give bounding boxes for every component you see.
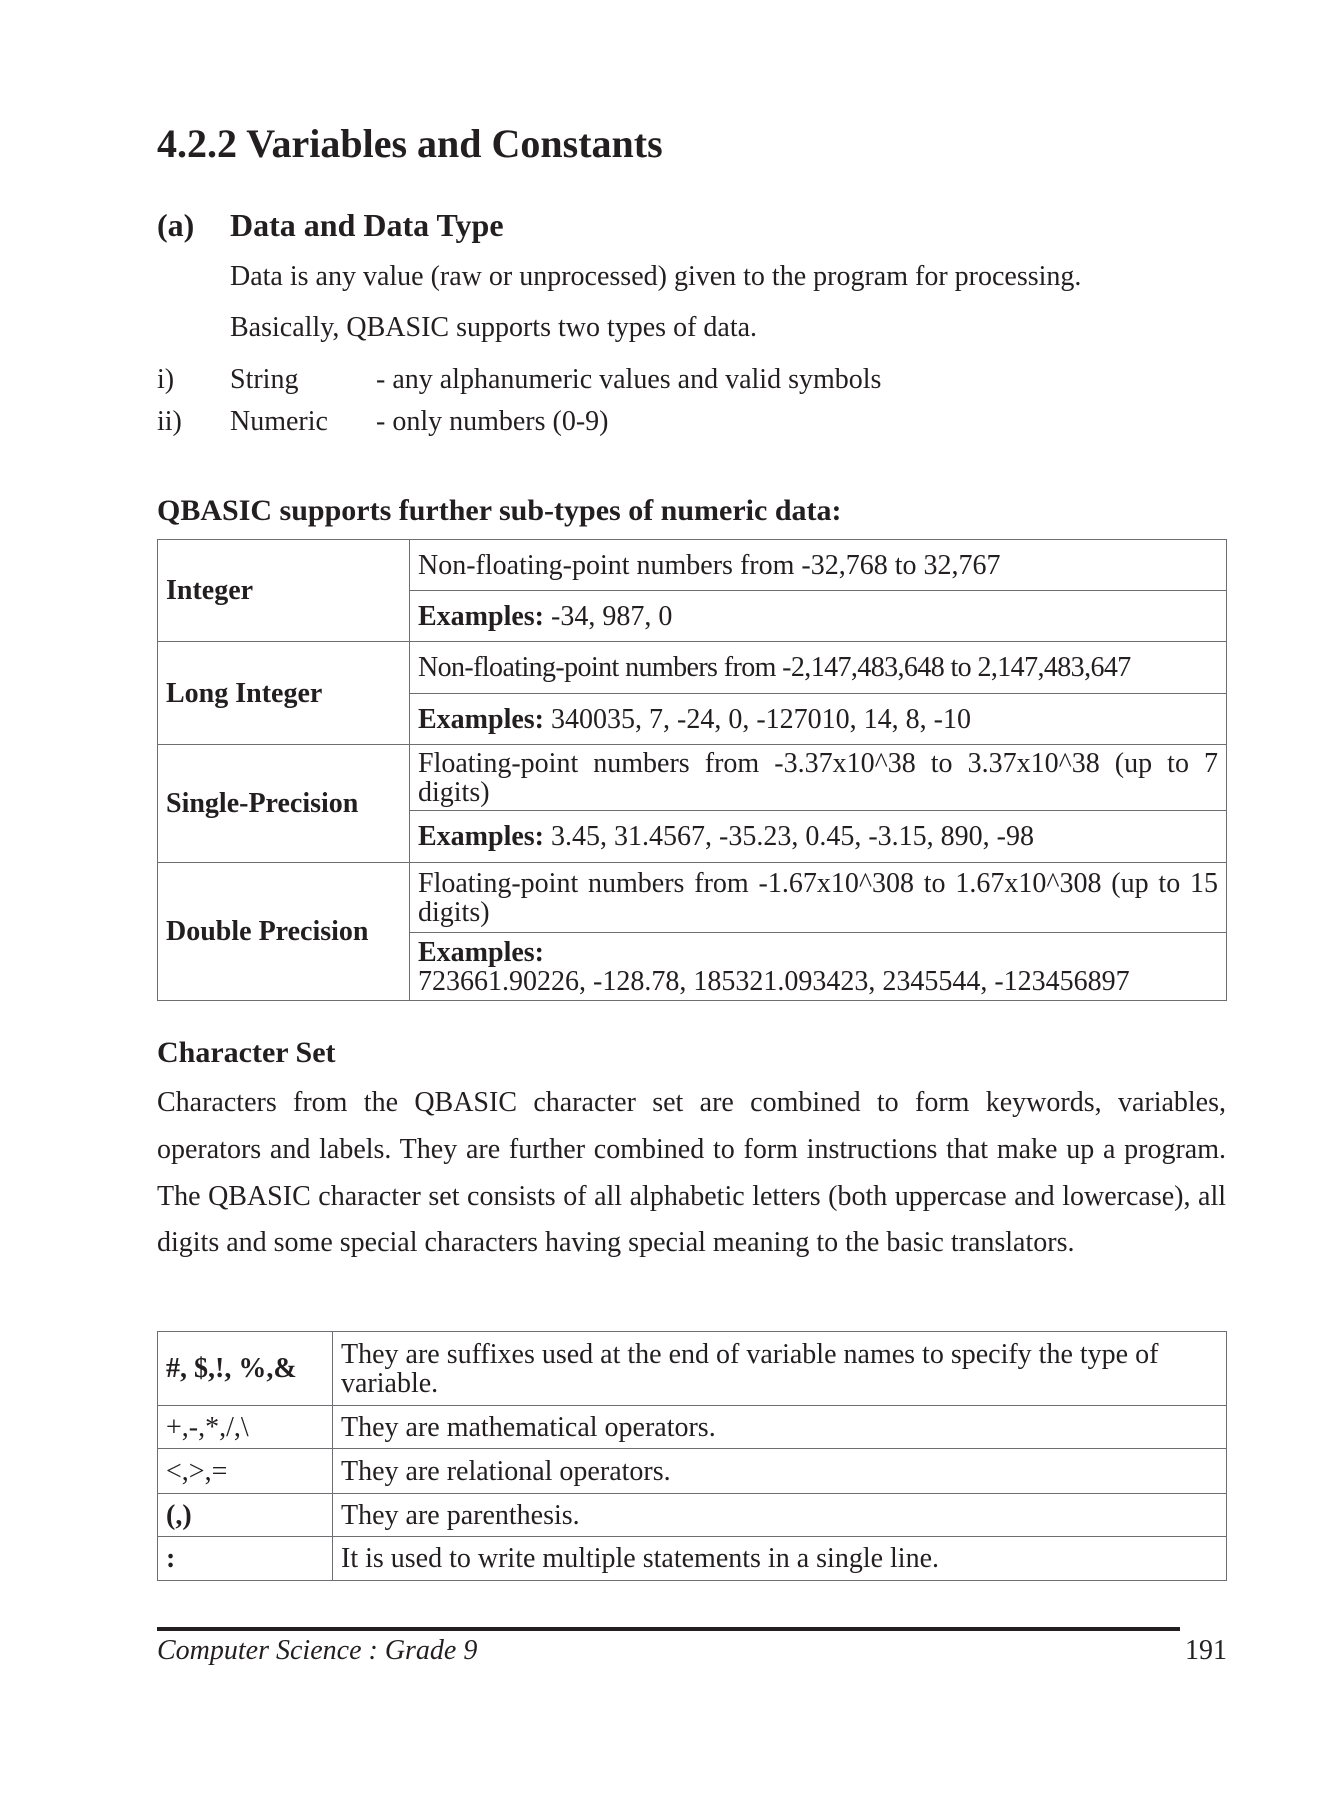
character-set-paragraph: Characters from the QBASIC character set are combined to form keywords, variables, operators and labels. They are further combined to form instructions that make up a program. The QBASIC character set consists of all alphabetic letters (both uppercase and lowercase), all digits and some special characters having special meaning to the basic translators.: [157, 1087, 1226, 1259]
table-row: [158, 642, 1227, 694]
examples-label: Examples:: [418, 936, 544, 968]
type-cell: Long Integer: [158, 642, 410, 745]
character-set-table: [157, 1331, 1227, 1581]
list-marker: i): [157, 364, 175, 395]
examples-values: 340035, 7, -24, 0, -127010, 14, 8, -10: [544, 703, 971, 735]
examples-cell: [410, 591, 1227, 642]
examples-label: Examples:: [418, 600, 544, 632]
description-cell: They are parenthesis.: [333, 1494, 1227, 1537]
examples-cell: [410, 933, 1227, 1001]
examples-values: 3.45, 31.4567, -35.23, 0.45, -3.15, 890, -98: [544, 821, 1034, 852]
table-row: [158, 863, 1227, 933]
symbols-cell: +,-,*,/,\: [158, 1406, 333, 1449]
character-set-heading: Character Set: [157, 1036, 336, 1069]
examples-cell: [410, 811, 1227, 863]
type-cell: Double Precision: [158, 863, 410, 1001]
intro-line: Data is any value (raw or unprocessed) given to the program for processing.: [230, 261, 1082, 292]
range-cell: Floating-point numbers from -3.37x10^38 to 3.37x10^38 (up to 7 digits): [410, 745, 1227, 811]
examples-values: 723661.90226, -128.78, 185321.093423, 2345544, -123456897: [418, 965, 1130, 997]
list-desc: - any alphanumeric values and valid symbols: [376, 364, 882, 395]
symbols-cell: <,>,=: [158, 1449, 333, 1494]
type-cell: Single-Precision: [158, 745, 410, 863]
table-row: [158, 540, 1227, 591]
table-row: [158, 1494, 1227, 1537]
range-cell: Non-floating-point numbers from -32,768 to 32,767: [410, 540, 1227, 591]
subsection-title: Data and Data Type: [230, 207, 504, 243]
table-row: [158, 1449, 1227, 1494]
numeric-subtypes-heading: QBASIC supports further sub-types of numeric data:: [157, 494, 842, 527]
table-row: [158, 1537, 1227, 1581]
list-desc: - only numbers (0-9): [376, 406, 609, 437]
type-cell: Integer: [158, 540, 410, 642]
description-cell: They are mathematical operators.: [333, 1406, 1227, 1449]
footer-rule: [157, 1627, 1180, 1631]
intro-line: Basically, QBASIC supports two types of data.: [230, 312, 758, 343]
symbols-cell: (,): [158, 1494, 333, 1537]
table-row: [158, 745, 1227, 811]
list-term: Numeric: [230, 406, 328, 437]
table-row: [158, 1332, 1227, 1406]
range-cell: Floating-point numbers from -1.67x10^308 to 1.67x10^308 (up to 15 digits): [410, 863, 1227, 933]
description-cell: It is used to write multiple statements in a single line.: [333, 1537, 1227, 1581]
symbols-cell: #, $,!, %,&: [158, 1332, 333, 1406]
subsection-marker: (a): [157, 207, 195, 243]
list-term: String: [230, 364, 299, 395]
examples-label: Examples:: [418, 821, 544, 852]
list-marker: ii): [157, 406, 182, 437]
section-title: 4.2.2 Variables and Constants: [157, 121, 663, 166]
examples-values: -34, 987, 0: [544, 600, 673, 632]
examples-cell: [410, 694, 1227, 745]
table-row: [158, 1406, 1227, 1449]
footer-book-title: Computer Science : Grade 9: [157, 1635, 478, 1666]
description-cell: They are relational operators.: [333, 1449, 1227, 1494]
range-cell: Non-floating-point numbers from -2,147,483,648 to 2,147,483,647: [410, 642, 1227, 694]
page-number: 191: [1185, 1635, 1227, 1666]
numeric-subtypes-table: [157, 539, 1227, 1001]
description-cell: They are suffixes used at the end of variable names to specify the type of variable.: [333, 1332, 1227, 1406]
symbols-cell: :: [158, 1537, 333, 1581]
examples-label: Examples:: [418, 703, 544, 735]
